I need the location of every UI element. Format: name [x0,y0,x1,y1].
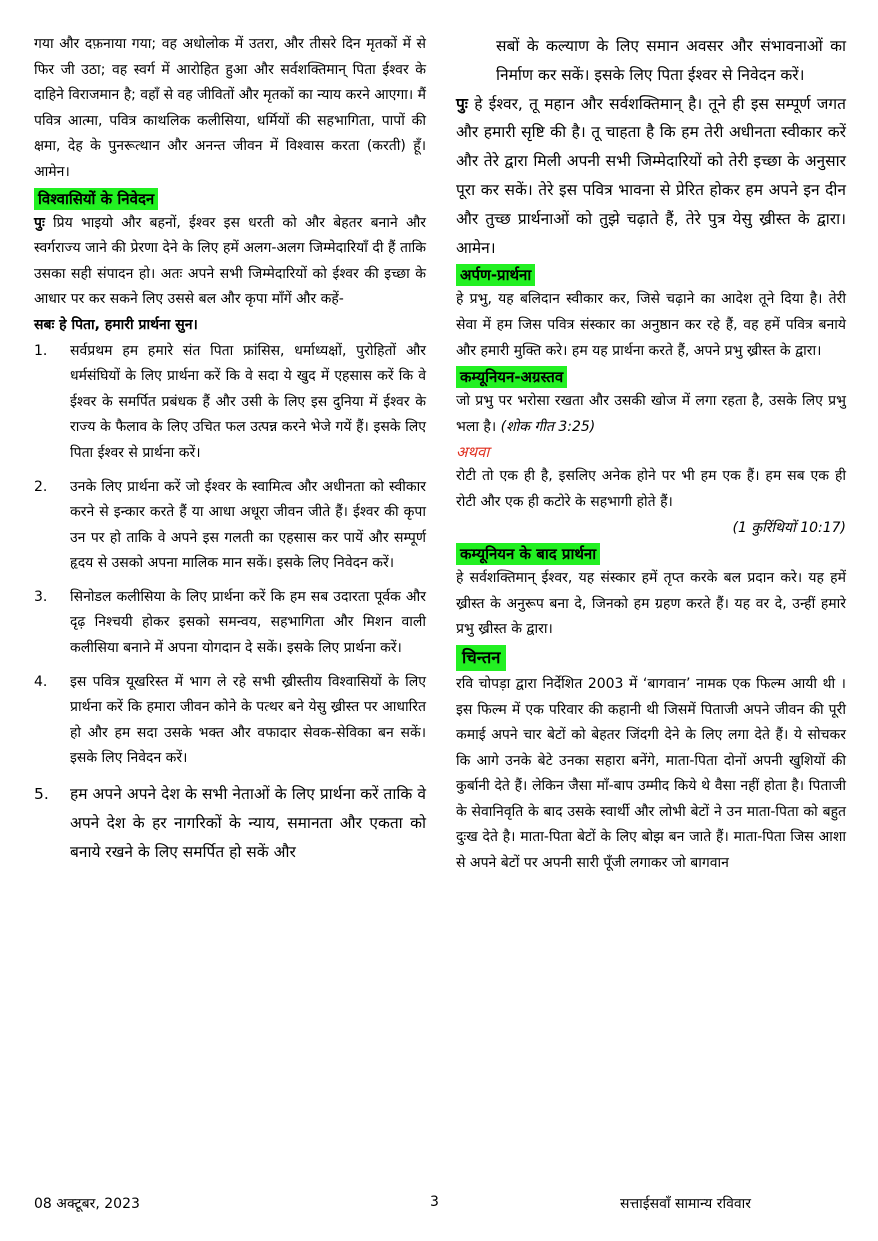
prayer-text: सर्वप्रथम हम हमारे संत पिता फ्रांसिस, धर्माध्यक्षों, पुरोहितों और धर्मसंघियों के लिए प्रार्थना करें कि वे सदा ये खुद में एहसास करें कि वे ईश्वर के समर्पित प्रबंधक हैं और उसी के लिए इस दुनिया में ईश्वर के राज्य के फैलाव के लिए उचित फल उत्पन्न करने भेजे गयें हैं। इसके लिए पिता ईश्वर से प्रार्थना करें। [70,342,426,461]
prayer-number: 5. [34,785,49,804]
page-number: 3 [430,1194,439,1210]
priest-label: पुः [34,214,45,231]
post-communion-text: हे सर्वशक्तिमान् ईश्वर, यह संस्कार हमें तृप्त करके बल प्रदान करे। यह हमें ख्रीस्त के अनुरूप बना दे, जिनको हम ग्रहण करते हैं। यह वर दे, उन्हीं हमारे प्रभु ख्रीस्त के द्वारा। [456,570,846,638]
communion-text: जो प्रभु पर भरोसा रखता और उसकी खोज में लगा रहता है, उसके लिए प्रभु भला है। [456,393,846,435]
communion-alt-text: रोटी तो एक ही है, इसलिए अनेक होने पर भी हम एक हैं। हम सब एक ही रोटी और एक ही कटोरे के सहभागी होते हैं। [456,468,846,510]
communion-alternative [456,464,846,541]
closing-prayer-text: हे ईश्वर, तू महान और सर्वशक्तिमान् है। तूने ही इस सम्पूर्ण जगत और हमारी सृष्टि की है। तू चाहता है कि हम तेरी अधीनता स्वीकार करें और तेरे द्वारा मिली अपनी सभी जिम्मेदारियों को तेरी इच्छा के अनुसार पूरा कर सकें। तेरे इस पवित्र भावना से प्रेरित होकर हम अपने इन दीन और तुच्छ प्रार्थनाओं को तुझे चढ़ाते हैं, तेरे पुत्र येसु ख्रीस्त के द्वारा। आमेन। [456,94,846,257]
prayer-item [34,670,426,772]
prayer-item [34,585,426,662]
prayer-5-continued: सबों के कल्याण के लिए समान अवसर और संभावनाओं का निर्माण कर सकें। इसके लिए पिता ईश्वर से निवेदन करें। [496,37,846,84]
offering-text: हे प्रभु, यह बलिदान स्वीकार कर, जिसे चढ़ाने का आदेश तूने दिया है। तेरी सेवा में हम जिस पवित्र संस्कार का अनुष्ठान कर रहे हैं, वह हमें पवित्र बनाये और हमारी मुक्ति करे। हम यह प्रार्थना करते हैं, अपने प्रभु ख्रीस्त के द्वारा। [456,291,846,359]
closing-prayer [456,90,846,263]
prayer-number: 4. [34,673,48,690]
prayers-heading: विश्वासियों के निवेदन [34,188,158,210]
reflection-text: रवि चोपड़ा द्वारा निर्देशित 2003 में ‘बागवान’ नामक एक फिल्म आयी थी । इस फिल्म में एक परिवार की कहानी थी जिसमें पिताजी अपने जीवन की पूरी कमाई अपने चार बेटों को बेहतर जिंदगी देने के लिए लगा देते हैं। ये सोचकर कि आगे उनके बेटे उनका सहारा बनेंगे, माता-पिता दोनों अपनी खुशियों की कुर्बानी देते हैं। लेकिन जैसा माँ-बाप उम्मीद किये थे वैसा नहीं होता है। पिताजी के सेवानिवृति के बाद उसके स्वार्थी और लोभी बेटों ने उन माता-पिता को बहुत दुःख देते है। माता-पिता बेटों के लिए बोझ बन जाते हैं। माता-पिता जिस आशा से अपने बेटों पर अपनी सारी पूँजी लगाकर जो बागवान [456,675,846,872]
communion-reference: (शोक गीत 3:25) [500,418,596,435]
communion-heading: कम्यूनियन-अग्रस्तव [456,366,567,388]
prayer-item [34,339,426,467]
left-column [34,32,426,874]
reflection-heading: चिन्तन [456,645,506,671]
prayer-text: उनके लिए प्रार्थना करें जो ईश्वर के स्वामित्व और अधीनता को स्वीकार करने से इन्कार करते हैं या आधा अधूरा जीवन जीते हैं। ईश्वर की कृपा उन पर हो ताकि वे अपने इस गलती का एहसास कर पायें और सम्पूर्ण हृदय से उसको अपना मालिक मान सकें। इसके लिए निवेदन करें। [70,478,426,572]
prayer-number: 1. [34,342,48,359]
offering-heading: अर्पण-प्रार्थना [456,264,535,286]
prayer-text: इस पवित्र यूखरिस्त में भाग ले रहे सभी ख्रीस्तीय विश्वासियों के लिए प्रार्थना करें कि हमारा जीवन कोने के पत्थर बने येसु ख्रीस्त पर आधारित हो और हम सदा उसके भक्त और वफादार सेवक-सेविका बन सकें। इसके लिए निवेदन करें। [70,673,426,767]
prayers-intro-text: प्रिय भाइयो और बहनों, ईश्वर इस धरती को और बेहतर बनाने और स्वर्गराज्य जाने की प्रेरणा देने के लिए हमें अलग-अलग जिम्मेदारियाँ दी हैं ताकि उसका सही संपादन हो। अतः अपने सभी जिम्मेदारियों को ईश्वर की इच्छा के आधार पर कर सकने लिए उससे बल और कृपा माँगें और कहें- [34,214,426,308]
prayers-response: सबः हे पिता, हमारी प्रार्थना सुन। [34,316,198,333]
creed-text: गया और दफ़नाया गया; वह अधोलोक में उतरा, और तीसरे दिन मृतकों में से फिर जी उठा; वह स्वर्ग में आरोहित हुआ और सर्वशक्तिमान् पिता ईश्वर के दाहिने विराजमान है; वहाँ से वह जीवितों और मृतकों का न्याय करने आएगा। मैं पवित्र आत्मा, पवित्र काथलिक कलीसिया, धर्मियों की सहभागिता, पापों की क्षमा, देह के पुनरूत्थान और अनन्त जीवन में विश्वास करता (करती) हूँ। आमेन। [34,36,427,180]
right-column [456,32,846,877]
prayer-number: 3. [34,588,48,605]
footer-title: सत्ताईसवाँ सामान्य रविवार [620,1196,752,1212]
prayer-text: हम अपने अपने देश के सभी नेताओं के लिए प्रार्थना करें ताकि वे अपने देश के हर नागरिकों के न्याय, समानता और एकता को बनाये रखने के लिए समर्पित हो सकें और [70,785,426,861]
post-communion-heading: कम्यूनियन के बाद प्रार्थना [456,543,600,565]
communion-antiphon [456,389,846,440]
communion-alt-reference: (1 कुरिंथियों 10:17) [732,519,846,536]
prayers-intro [34,211,426,313]
footer-date: 08 अक्टूबर, 2023 [34,1196,140,1212]
or-label: अथवा [456,443,490,462]
prayer-item [34,475,426,577]
prayer-number: 2. [34,478,48,495]
priest-label: पुः [456,94,468,113]
prayer-text: सिनोडल कलीसिया के लिए प्रार्थना करें कि हम सब उदारता पूर्वक और दृढ़ निश्चयी होकर इसको समन्वय, सहभागिता और मिशन वाली कलीसिया बनाने में अपना योगदान दे सकें। इसके लिए प्रार्थना करें। [70,588,426,657]
prayer-list [34,339,426,867]
prayer-item [34,780,426,866]
